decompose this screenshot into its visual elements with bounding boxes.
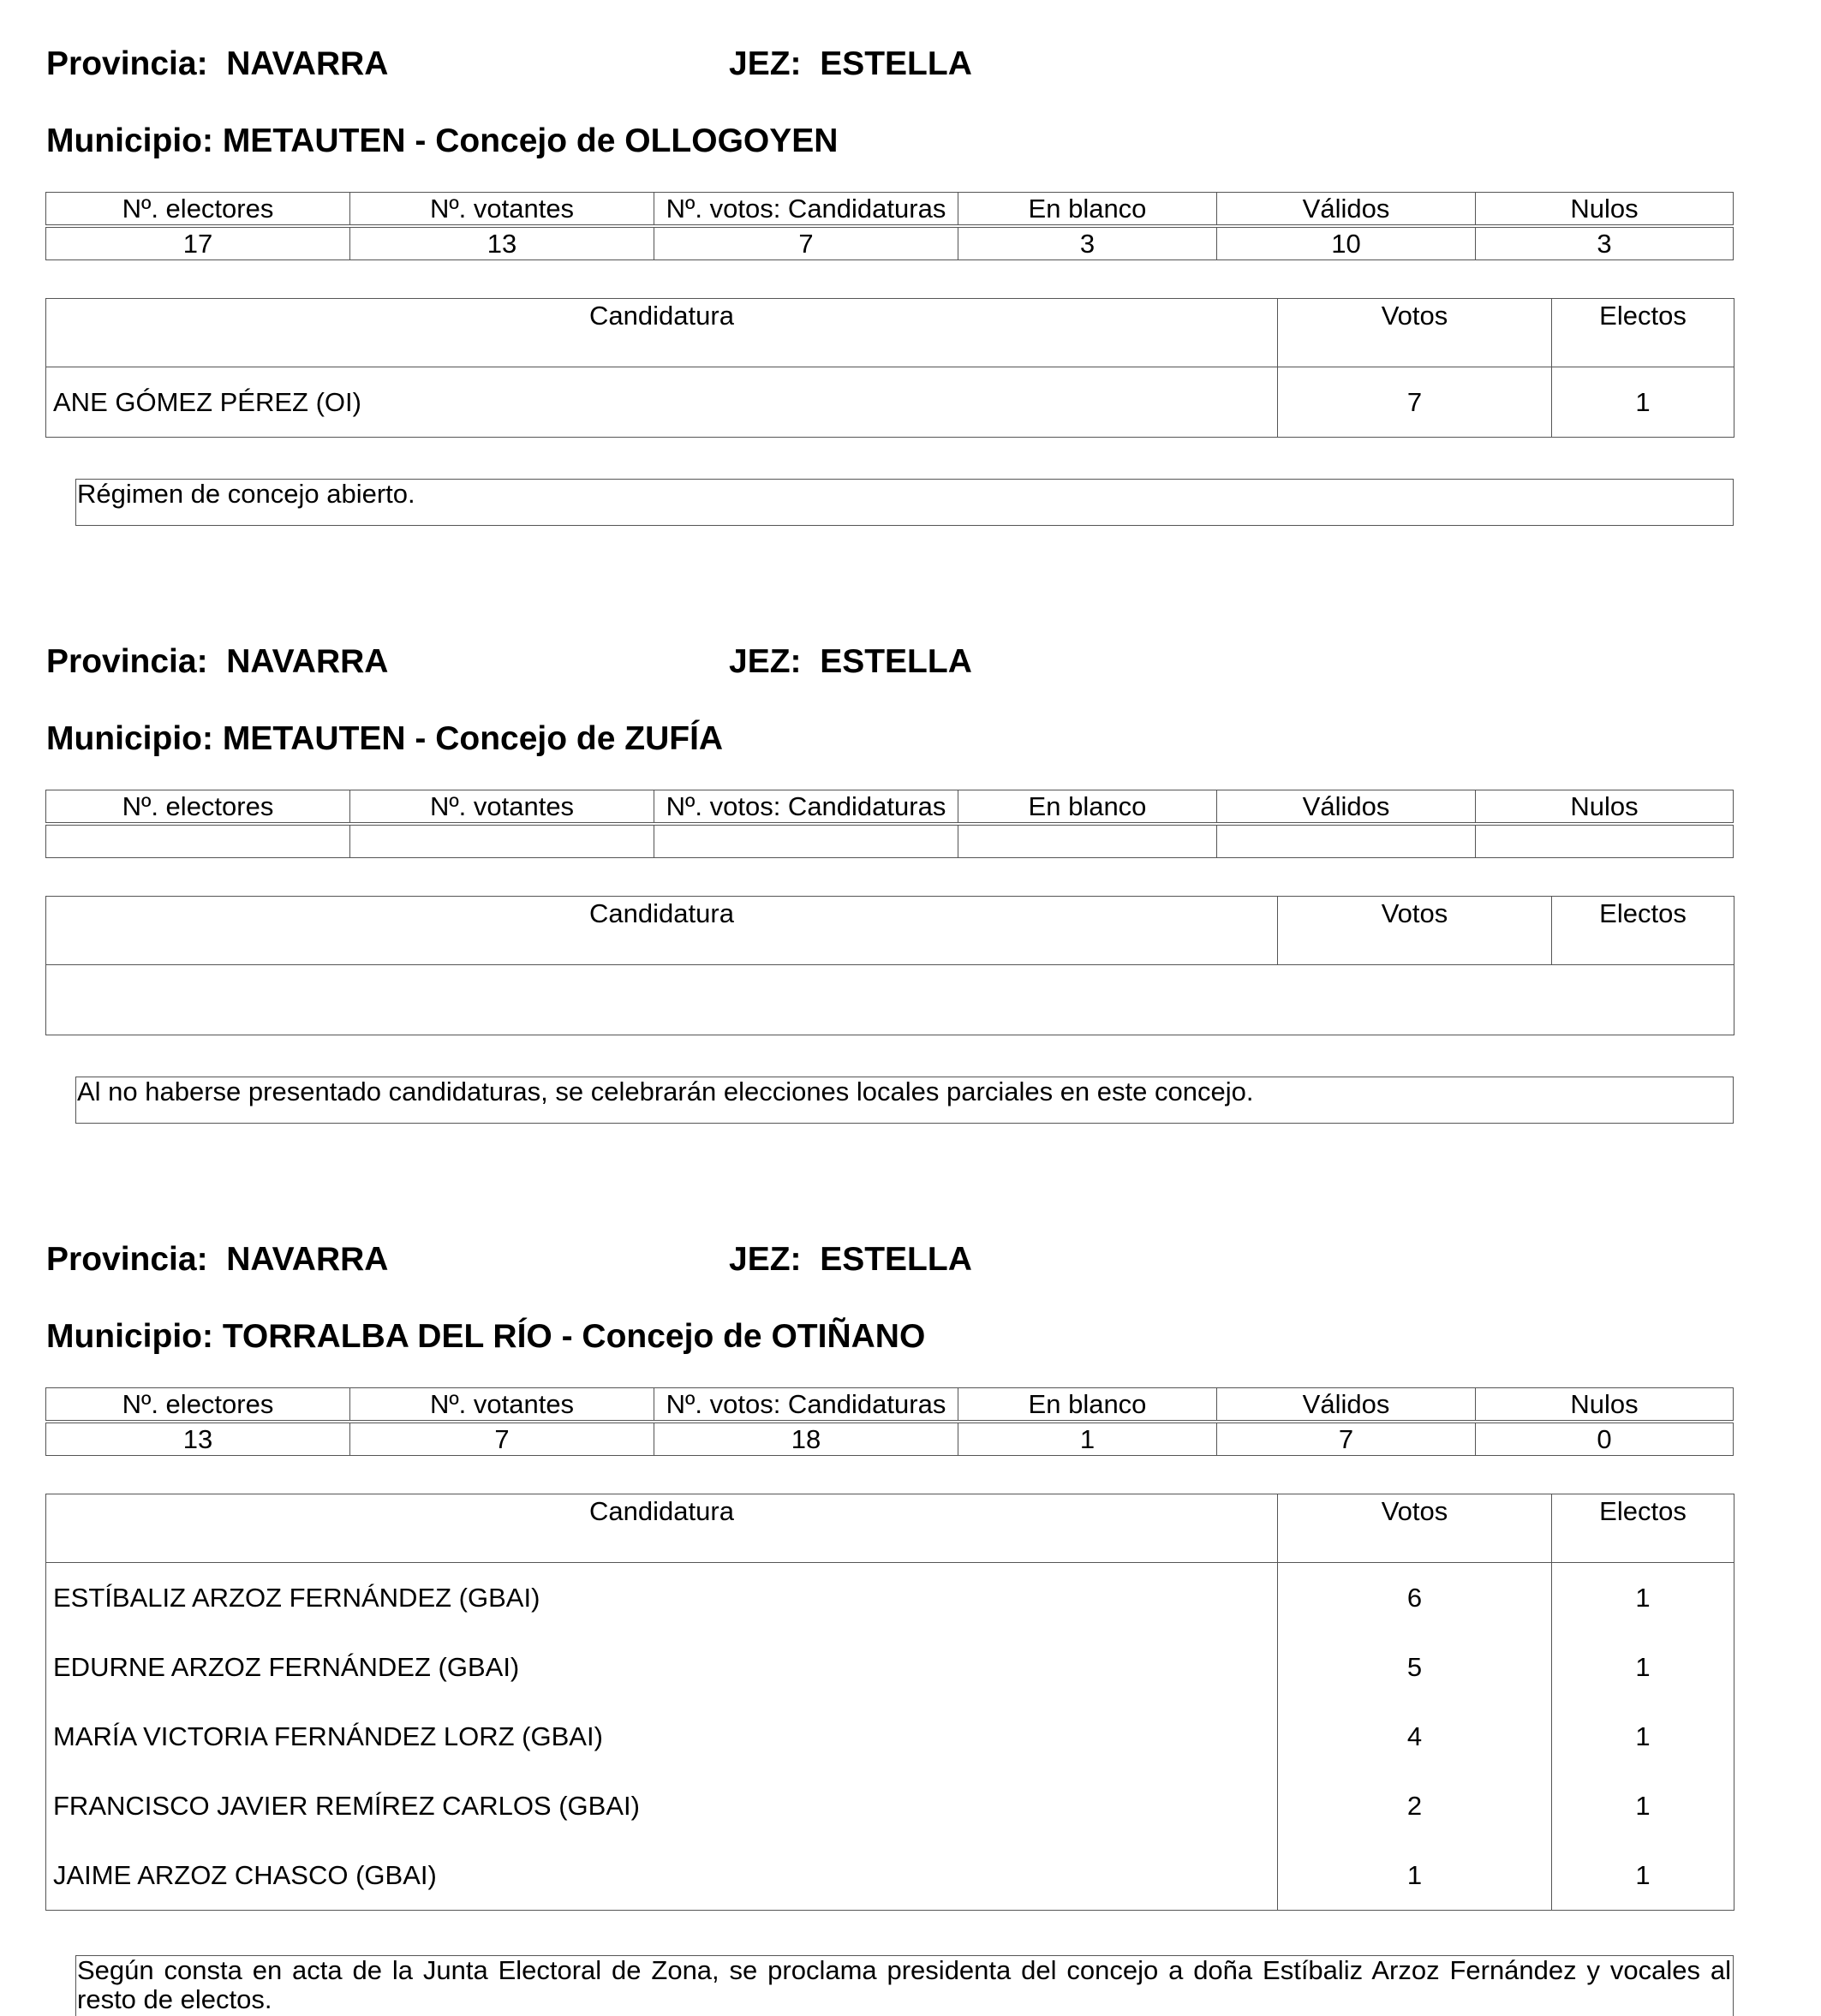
stats-value-row — [46, 826, 1734, 858]
jez-label: JEZ: — [729, 45, 802, 82]
header-validos: Válidos — [1217, 790, 1476, 823]
candidate-electos: 1 — [1552, 1771, 1734, 1840]
stats-values-table — [45, 1423, 1734, 1456]
candidate-name: JAIME ARZOZ CHASCO (GBAI) — [46, 1840, 1278, 1911]
candidate-name: ESTÍBALIZ ARZOZ FERNÁNDEZ (GBAI) — [46, 1563, 1278, 1633]
candidate-votos: 2 — [1278, 1771, 1552, 1840]
candidate-votos: 5 — [1278, 1632, 1552, 1702]
jez-line — [729, 1243, 972, 1276]
municipio-line — [46, 722, 723, 755]
candidate-electos: 1 — [1552, 1840, 1734, 1911]
header-votantes: Nº. votantes — [350, 790, 654, 823]
municipio-value: TORRALBA DEL RÍO - Concejo de OTIÑANO — [222, 1318, 926, 1355]
header-electos: Electos — [1552, 1494, 1734, 1563]
provincia-value: NAVARRA — [226, 1241, 389, 1278]
provincia-label: Provincia: — [46, 1241, 208, 1278]
stats-header-row — [46, 193, 1734, 225]
candidate-electos: 1 — [1552, 1563, 1734, 1633]
header-candidatura: Candidatura — [46, 897, 1278, 965]
header-en-blanco: En blanco — [958, 193, 1217, 225]
candidate-votos: 4 — [1278, 1702, 1552, 1771]
candidate-votos: 7 — [1278, 367, 1552, 438]
table-row — [46, 367, 1734, 438]
value-votos-candidaturas — [654, 826, 958, 858]
value-votantes: 7 — [350, 1423, 654, 1456]
stats-values-table — [45, 825, 1734, 858]
table-row — [46, 1840, 1734, 1911]
value-validos — [1217, 826, 1476, 858]
header-votos: Votos — [1278, 299, 1552, 367]
value-nulos — [1476, 826, 1734, 858]
header-en-blanco: En blanco — [958, 1388, 1217, 1421]
candidates-table — [45, 1494, 1734, 1911]
value-votantes: 13 — [350, 228, 654, 260]
header-validos: Válidos — [1217, 1388, 1476, 1421]
value-votantes — [350, 826, 654, 858]
stats-value-row — [46, 228, 1734, 260]
header-votos-candidaturas: Nº. votos: Candidaturas — [654, 193, 958, 225]
stats-header-row — [46, 1388, 1734, 1421]
note-text: Según consta en acta de la Junta Electoral de Zona, se proclama presidenta del concejo a doña Estíbaliz Arzoz Fernández y vocales al resto de electos. — [77, 1955, 1731, 2014]
table-row — [46, 1632, 1734, 1702]
note-box — [75, 479, 1734, 526]
stats-header-row — [46, 790, 1734, 823]
provincia-value: NAVARRA — [226, 643, 389, 680]
stats-values-table — [45, 227, 1734, 260]
candidates-header-row — [46, 299, 1734, 367]
municipio-label: Municipio: — [46, 1318, 213, 1355]
header-nulos: Nulos — [1476, 1388, 1734, 1421]
provincia-line — [46, 47, 388, 81]
municipio-label: Municipio: — [46, 720, 213, 757]
header-electores: Nº. electores — [46, 193, 350, 225]
header-nulos: Nulos — [1476, 790, 1734, 823]
header-votos-candidaturas: Nº. votos: Candidaturas — [654, 790, 958, 823]
value-validos: 7 — [1217, 1423, 1476, 1456]
value-electores: 17 — [46, 228, 350, 260]
table-row — [46, 1563, 1734, 1633]
value-electores: 13 — [46, 1423, 350, 1456]
jez-line — [729, 645, 972, 678]
provincia-label: Provincia: — [46, 45, 208, 82]
municipio-line — [46, 1320, 925, 1353]
value-validos: 10 — [1217, 228, 1476, 260]
candidates-table — [45, 298, 1734, 438]
stats-table — [45, 1387, 1734, 1421]
header-votos: Votos — [1278, 1494, 1552, 1563]
header-electos: Electos — [1552, 299, 1734, 367]
header-votos: Votos — [1278, 897, 1552, 965]
header-nulos: Nulos — [1476, 193, 1734, 225]
municipio-value: METAUTEN - Concejo de ZUFÍA — [222, 720, 724, 757]
value-electores — [46, 826, 350, 858]
header-electos: Electos — [1552, 897, 1734, 965]
candidate-votos: 1 — [1278, 1840, 1552, 1911]
candidate-electos: 1 — [1552, 367, 1734, 438]
provincia-line — [46, 1243, 388, 1276]
header-votantes: Nº. votantes — [350, 193, 654, 225]
candidate-votos: 6 — [1278, 1563, 1552, 1633]
jez-label: JEZ: — [729, 1241, 802, 1278]
jez-value: ESTELLA — [820, 45, 972, 82]
note-box — [75, 1955, 1734, 2016]
value-nulos: 3 — [1476, 228, 1734, 260]
value-votos-candidaturas: 18 — [654, 1423, 958, 1456]
municipio-line — [46, 124, 838, 158]
jez-label: JEZ: — [729, 643, 802, 680]
candidates-header-row — [46, 897, 1734, 965]
jez-line — [729, 47, 972, 81]
candidate-electos: 1 — [1552, 1702, 1734, 1771]
table-row-empty — [46, 965, 1734, 1035]
empty-candidates-cell — [46, 965, 1734, 1035]
header-en-blanco: En blanco — [958, 790, 1217, 823]
table-row — [46, 1702, 1734, 1771]
stats-table — [45, 192, 1734, 225]
candidate-electos: 1 — [1552, 1632, 1734, 1702]
note-text: Al no haberse presentado candidaturas, se celebrarán elecciones locales parciales en este concejo. — [77, 1077, 1254, 1106]
header-candidatura: Candidatura — [46, 1494, 1278, 1563]
note-text: Régimen de concejo abierto. — [77, 479, 415, 509]
provincia-label: Provincia: — [46, 643, 208, 680]
provincia-line — [46, 645, 388, 678]
municipio-label: Municipio: — [46, 122, 213, 159]
provincia-value: NAVARRA — [226, 45, 389, 82]
candidates-header-row — [46, 1494, 1734, 1563]
header-votantes: Nº. votantes — [350, 1388, 654, 1421]
stats-table — [45, 790, 1734, 823]
candidate-name: MARÍA VICTORIA FERNÁNDEZ LORZ (GBAI) — [46, 1702, 1278, 1771]
header-electores: Nº. electores — [46, 1388, 350, 1421]
municipio-value: METAUTEN - Concejo de OLLOGOYEN — [222, 122, 839, 159]
table-row — [46, 1771, 1734, 1840]
header-candidatura: Candidatura — [46, 299, 1278, 367]
value-en-blanco: 1 — [958, 1423, 1217, 1456]
header-validos: Válidos — [1217, 193, 1476, 225]
header-votos-candidaturas: Nº. votos: Candidaturas — [654, 1388, 958, 1421]
jez-value: ESTELLA — [820, 1241, 972, 1278]
value-votos-candidaturas: 7 — [654, 228, 958, 260]
candidate-name: EDURNE ARZOZ FERNÁNDEZ (GBAI) — [46, 1632, 1278, 1702]
value-nulos: 0 — [1476, 1423, 1734, 1456]
candidates-table — [45, 896, 1734, 1035]
candidate-name: FRANCISCO JAVIER REMÍREZ CARLOS (GBAI) — [46, 1771, 1278, 1840]
header-electores: Nº. electores — [46, 790, 350, 823]
value-en-blanco — [958, 826, 1217, 858]
jez-value: ESTELLA — [820, 643, 972, 680]
note-box — [75, 1077, 1734, 1124]
stats-value-row — [46, 1423, 1734, 1456]
value-en-blanco: 3 — [958, 228, 1217, 260]
candidate-name: ANE GÓMEZ PÉREZ (OI) — [46, 367, 1278, 438]
